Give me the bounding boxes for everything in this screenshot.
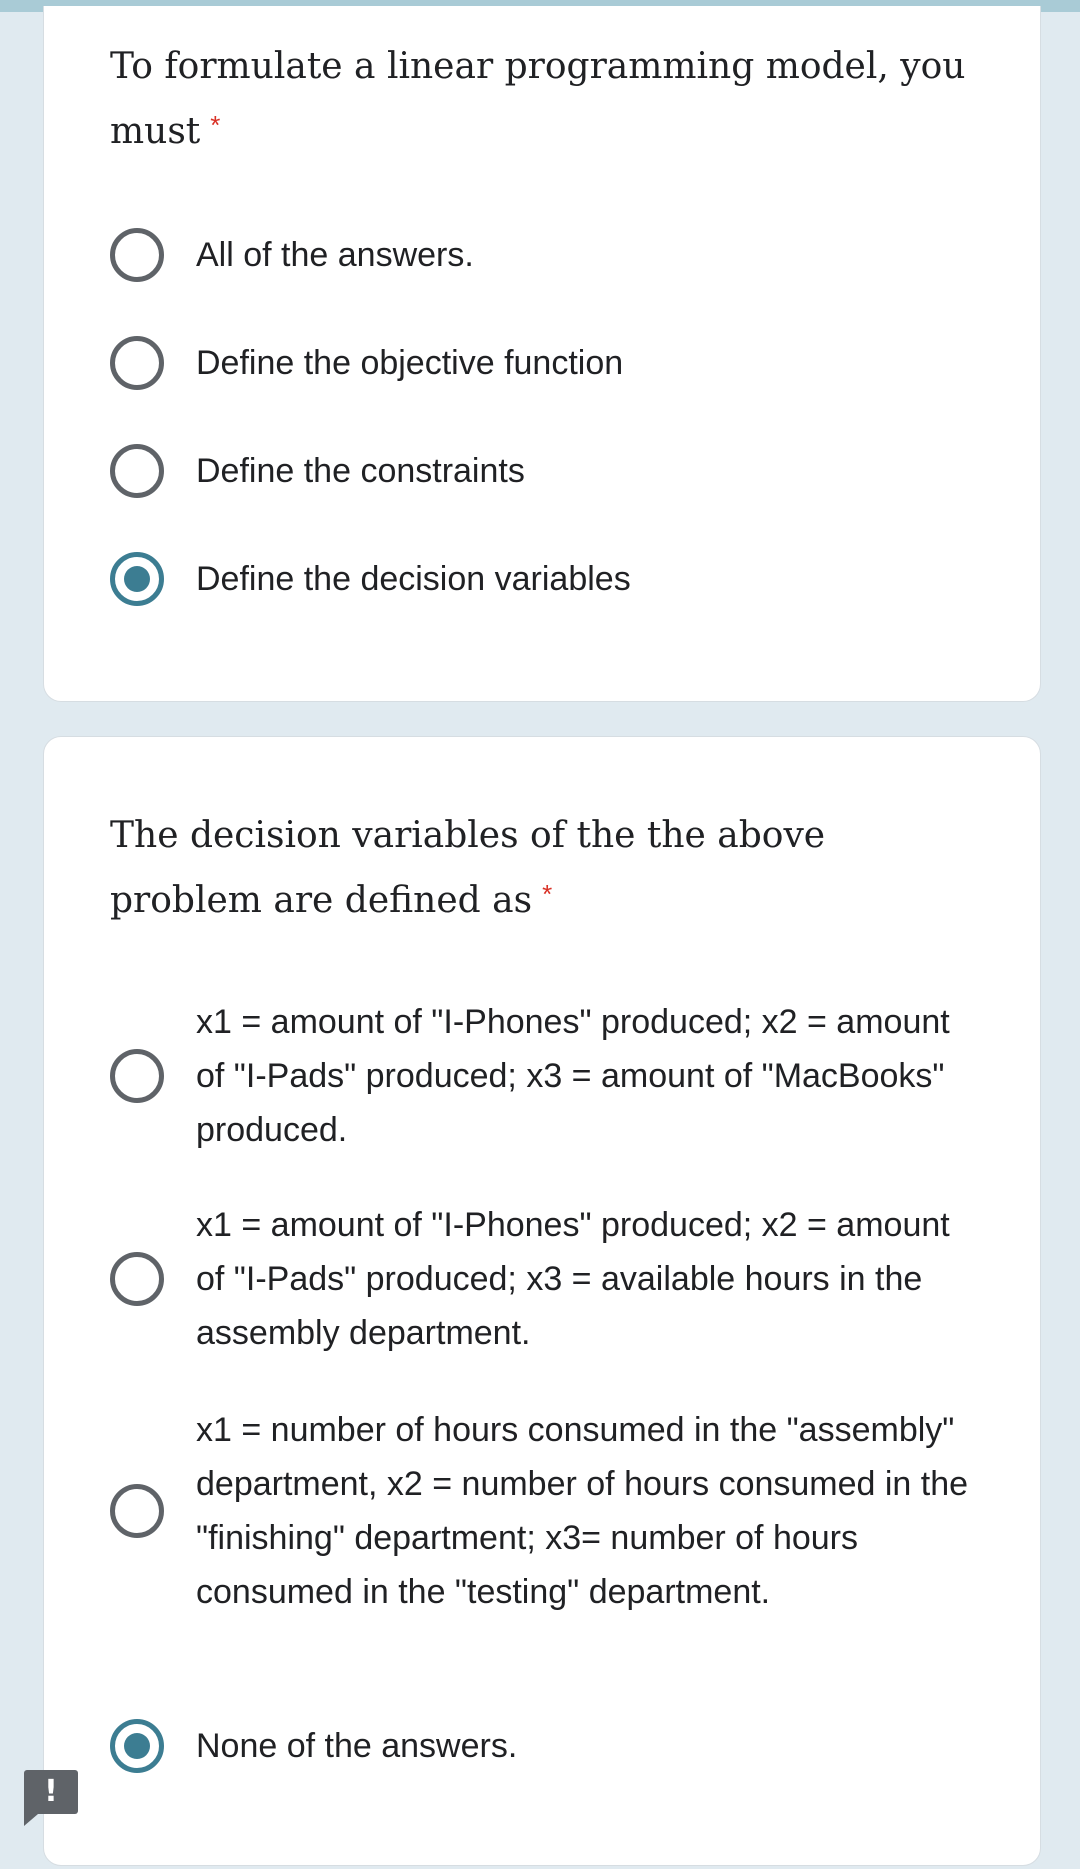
q1-option-3[interactable] xyxy=(110,444,990,498)
q2-option-2-label: x1 = amount of "I-Phones" produced; x2 = amount of "I-Pads" produced; x3 = available hours in the assembly department. xyxy=(196,1206,950,1352)
q1-option-4-radio-selected[interactable] xyxy=(110,552,164,606)
q2-option-3-radio[interactable] xyxy=(110,1484,164,1538)
q1-option-3-label: Define the constraints xyxy=(196,452,525,490)
q2-option-1[interactable] xyxy=(110,995,990,1157)
q2-option-1-label: x1 = amount of "I-Phones" produced; x2 = amount of "I-Pads" produced; x3 = amount of "MacBooks" produced. xyxy=(196,1003,950,1149)
required-asterisk: * xyxy=(542,879,553,909)
q2-option-4-label: None of the answers. xyxy=(196,1727,518,1765)
q2-option-1-radio[interactable] xyxy=(110,1049,164,1103)
exclamation-icon: ! xyxy=(44,1774,58,1809)
q1-option-1-radio[interactable] xyxy=(110,228,164,282)
q2-option-3[interactable] xyxy=(110,1403,990,1619)
q2-option-4[interactable] xyxy=(110,1719,990,1773)
q2-option-2[interactable] xyxy=(110,1198,990,1360)
q1-option-2-radio[interactable] xyxy=(110,336,164,390)
q2-option-3-label: x1 = number of hours consumed in the "assembly" department, x2 = number of hours consumed in the "finishing" department; x3= number of hours consumed in the "testing" department. xyxy=(196,1411,969,1611)
question-card-1 xyxy=(43,6,1041,702)
required-asterisk: * xyxy=(210,110,221,140)
q2-option-2-radio[interactable] xyxy=(110,1252,164,1306)
question-card-2 xyxy=(43,736,1041,1866)
q1-option-2[interactable] xyxy=(110,336,990,390)
q1-option-1[interactable] xyxy=(110,228,990,282)
q2-option-4-radio-selected[interactable] xyxy=(110,1719,164,1773)
q1-option-2-label: Define the objective function xyxy=(196,344,624,382)
q1-option-3-radio[interactable] xyxy=(110,444,164,498)
question-2-title: The decision variables of the the above problem are defined as * xyxy=(110,815,826,921)
q1-option-4[interactable] xyxy=(110,552,990,606)
q1-option-1-label: All of the answers. xyxy=(196,236,474,274)
q1-option-4-label: Define the decision variables xyxy=(196,560,631,598)
report-problem-button[interactable] xyxy=(24,1770,78,1814)
question-1-title: To formulate a linear programming model, you must * xyxy=(110,46,966,152)
